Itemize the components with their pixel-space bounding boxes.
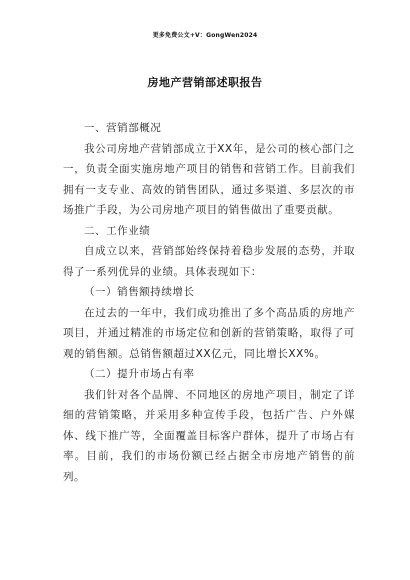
subheading-sales-growth: （一）销售额持续增长 (84, 286, 195, 298)
paragraph-performance-intro: 自成立以来，营销部始终保持着稳步发展的态势，并取得了一系列优异的业绩。具体表现如下： (63, 245, 355, 278)
document-body (63, 118, 355, 487)
paragraph-overview: 我公司房地产营销部成立于XX年，是公司的核心部门之一，负责全面实施房地产项目的销售和营销工作。目前我们拥有一支专业、高效的销售团队，通过多渠道、多层次的市场推广手段，为公司房地产项目的销售做出了重要贡献。 (63, 142, 355, 216)
document-title: 房地产营销部述职报告 (147, 76, 263, 89)
section-heading-overview: 一、营销部概况 (84, 122, 162, 134)
header-note: 更多免费公文+V：GongWen2024 (152, 32, 258, 39)
subheading-market-share: （二）提升市场占有率 (84, 368, 195, 380)
section-heading-performance: 二、工作业绩 (84, 224, 151, 237)
paragraph-sales-growth: 在过去的一年中，我们成功推出了多个高品质的房地产项目，并通过精准的市场定位和创新的营销策略，取得了可观的销售额。总销售额超过XX亿元，同比增长XX%。 (63, 306, 355, 360)
paragraph-market-share: 我们针对各个品牌、不同地区的房地产项目，制定了详细的营销策略，并采用多种宣传手段，包括广告、户外媒体、线下推广等，全面覆盖目标客户群体，提升了市场占有率。目前，我们的市场份额已经占据全市房地产销售的前列。 (63, 388, 355, 483)
